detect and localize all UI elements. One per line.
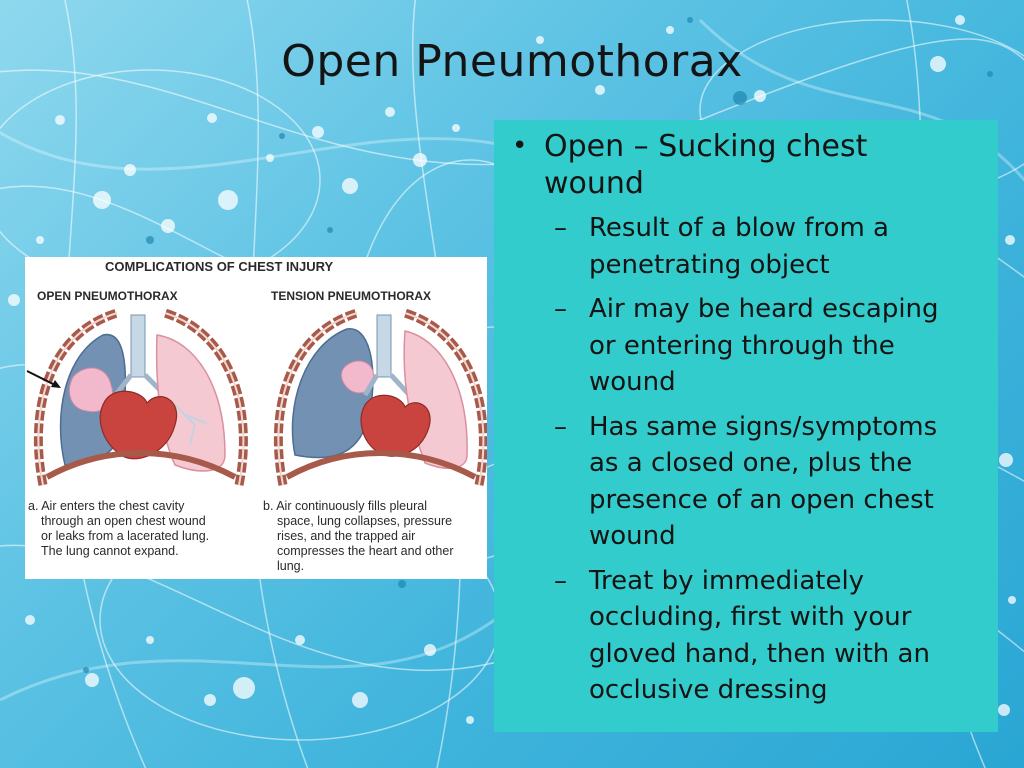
sub-bullet-line: occluding, first with your (589, 602, 912, 632)
open-pneumothorax-illustration (27, 313, 243, 485)
sub-bullet-line: gloved hand, then with an (589, 638, 930, 669)
figure-heading: COMPLICATIONS OF CHEST INJURY (105, 259, 334, 274)
sub-bullet-line: Air may be heard escaping (589, 294, 939, 324)
caption-line: or leaks from a lacerated lung. (41, 529, 210, 543)
caption-line: space, lung collapses, pressure (277, 514, 453, 528)
bullet-line: Open – Sucking chest (544, 129, 868, 164)
figure-left-caption (28, 499, 209, 559)
sub-bullet-line: presence of an open chest (589, 484, 934, 515)
bullet-symbol: • (512, 131, 528, 161)
dash-symbol: – (554, 294, 567, 324)
bullet-line: wound (544, 166, 644, 201)
caption-line: compresses the heart and other (277, 544, 454, 558)
sub-bullet-item (544, 291, 984, 401)
sub-bullet-item (544, 563, 984, 709)
caption-line: a. Air enters the chest cavity (28, 499, 185, 513)
lung-illustrations (25, 305, 487, 495)
sub-bullet-line: penetrating object (589, 249, 830, 280)
caption-line: lung. (277, 559, 305, 573)
sub-bullet-line: wound (589, 367, 676, 397)
slide-title: Open Pneumothorax (281, 36, 743, 87)
sub-bullet-item (544, 210, 984, 283)
sub-bullet-line: occlusive dressing (589, 675, 828, 705)
bullet-item (504, 128, 984, 709)
caption-line: rises, and the trapped air (277, 529, 416, 543)
figure-left-title: OPEN PNEUMOTHORAX (37, 289, 178, 303)
sub-bullet-item (544, 409, 984, 555)
caption-line: The lung cannot expand. (41, 544, 179, 558)
sub-bullet-line: as a closed one, plus the (589, 448, 913, 478)
dash-symbol: – (554, 565, 567, 596)
content-box (494, 120, 998, 732)
sub-bullet-line: or entering through the (589, 330, 895, 361)
chest-injury-figure (25, 257, 487, 579)
figure-right-caption (263, 499, 454, 574)
sub-bullet-line: Has same signs/symptoms (589, 411, 938, 442)
sub-bullet-line: wound (589, 521, 676, 551)
dash-symbol: – (554, 213, 567, 243)
sub-bullet-line: Treat by immediately (589, 565, 865, 596)
tension-pneumothorax-illustration (278, 313, 483, 485)
caption-line: through an open chest wound (41, 514, 206, 528)
dash-symbol: – (554, 411, 567, 442)
sub-bullet-line: Result of a blow from a (589, 213, 889, 243)
bullet-list (504, 128, 984, 709)
sub-bullet-list (544, 210, 984, 709)
caption-line: b. Air continuously fills pleural (263, 499, 427, 513)
figure-right-title: TENSION PNEUMOTHORAX (271, 289, 432, 303)
